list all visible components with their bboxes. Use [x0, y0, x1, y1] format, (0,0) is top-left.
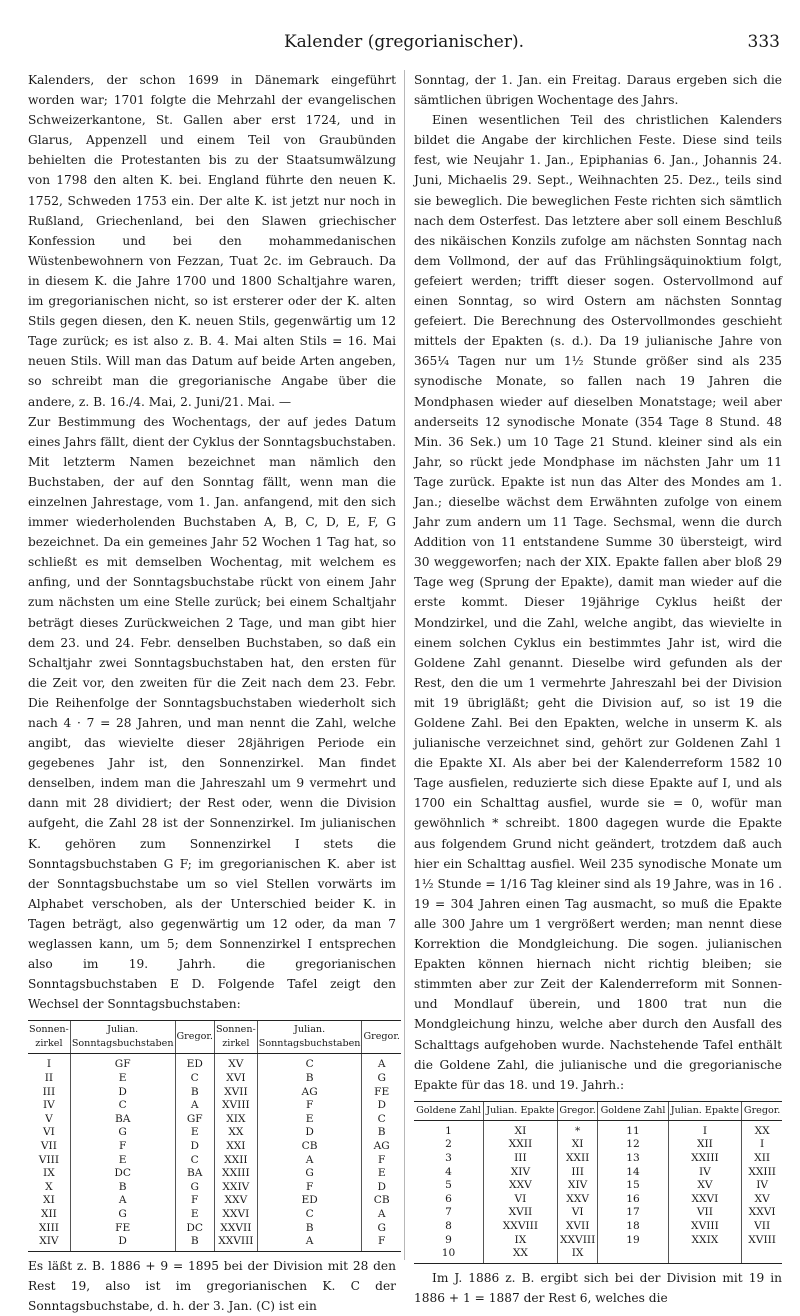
table-row — [414, 1247, 782, 1263]
table-cell: E — [175, 1208, 214, 1222]
table-cell: G — [175, 1181, 214, 1195]
table-cell: DC — [175, 1222, 214, 1236]
table-cell: B — [175, 1086, 214, 1100]
table-cell: XVII — [557, 1220, 598, 1234]
table-cell: XXIX — [668, 1234, 742, 1248]
table-cell: ED — [175, 1054, 214, 1072]
table-cell: BA — [70, 1113, 175, 1127]
table-cell: A — [362, 1054, 401, 1072]
table-cell: G — [362, 1222, 401, 1236]
table-cell: XXV — [484, 1179, 558, 1193]
table-cell: 11 — [598, 1120, 668, 1138]
table-cell: XXII — [557, 1152, 598, 1166]
table-cell: 4 — [445, 1165, 452, 1178]
table-cell: XVII — [484, 1206, 558, 1220]
table-cell: E — [70, 1154, 175, 1168]
table-cell: 17 — [598, 1206, 668, 1220]
table-cell: XXII — [484, 1138, 558, 1152]
table-cell: XXVIII — [557, 1234, 598, 1248]
table-cell: F — [362, 1154, 401, 1168]
table-row — [28, 1126, 401, 1140]
table-row — [28, 1154, 401, 1168]
table-cell: XVII — [214, 1086, 257, 1100]
table-cell: AG — [257, 1086, 362, 1100]
table-cell: 7 — [445, 1206, 452, 1219]
table-row — [28, 1086, 401, 1100]
table-row — [414, 1152, 782, 1166]
table-cell — [742, 1247, 782, 1263]
table-cell: III — [42, 1085, 56, 1098]
col-header: Gregor. — [557, 1101, 598, 1120]
table-cell: 3 — [445, 1151, 452, 1164]
table-cell: C — [175, 1072, 214, 1086]
table-cell — [598, 1247, 668, 1263]
col-header: Sonnen-zirkel — [28, 1021, 70, 1054]
table-row — [414, 1206, 782, 1220]
table-cell: C — [70, 1099, 175, 1113]
table-cell: GF — [175, 1113, 214, 1127]
table-cell: A — [362, 1208, 401, 1222]
table-cell: IX — [557, 1247, 598, 1263]
table-cell: XXIII — [668, 1152, 742, 1166]
table-cell: I — [46, 1058, 51, 1071]
page-number: 333 — [747, 32, 780, 52]
table-cell: 10 — [414, 1247, 484, 1263]
table-cell: 6 — [445, 1192, 452, 1205]
table-cell: C — [362, 1113, 401, 1127]
table-row — [414, 1120, 782, 1138]
col-header: Julian. Epakte — [484, 1101, 558, 1120]
table-row — [28, 1235, 401, 1251]
table-cell: XI — [557, 1138, 598, 1152]
table-cell: XVIII — [742, 1234, 782, 1248]
table-cell: F — [362, 1235, 401, 1251]
table-cell: XXVIII — [214, 1235, 257, 1251]
table-cell: XXVIII — [484, 1220, 558, 1234]
table-cell: XXV — [557, 1193, 598, 1207]
table-cell: XIV — [557, 1179, 598, 1193]
table-cell: E — [257, 1113, 362, 1127]
table-cell: B — [175, 1235, 214, 1251]
col-header: Goldene Zahl — [598, 1101, 668, 1120]
table-cell: G — [257, 1167, 362, 1181]
column-divider — [404, 70, 405, 1260]
table-cell: ED — [257, 1194, 362, 1208]
table-row — [28, 1140, 401, 1154]
col-header: Gregor. — [175, 1021, 214, 1054]
table-cell: D — [362, 1099, 401, 1113]
table-cell: FE — [362, 1086, 401, 1100]
table-cell: D — [362, 1181, 401, 1195]
left-paragraph-1: Kalenders, der schon 1699 in Dänemark eingeführt worden war; 1701 folgte die Mehrzahl der evangelischen Schweizerkantone, St. Gallen aber erst 1724, und in Glarus, Appenzell und einem Teil von Graubünden behielten die Protestanten bis zu der Staatsumwälzung von 1798 den alten K. bei. England führte den neuen K. 1752, Schweden 1753 ein. Der alte K. ist jetzt nur noch in Rußland, Griechenland, bei den Slawen griechischer Konfession und bei den mohammedanischen Wüstenbewohnern von Fezzan, Tuat 2c. im Gebrauch. Da in diesem K. die Jahre 1700 und 1800 Schaltjahre waren, im gregorianischen nicht, so ist ersterer oder der K. alten Stils gegen diesen, den K. neuen Stils, gegenwärtig um 12 Tage zurück; es ist also z. B. 4. Mai alten Stils = 16. Mai neuen Stils. Will man das Datum auf beide Arten angeben, so schreibt man die gregorianische Angabe über die andere, z. B. 16./4. Mai, 2. Juni/21. Mai. — — [28, 73, 396, 409]
table-cell: XXVI — [742, 1206, 782, 1220]
table-cell: VI — [484, 1193, 558, 1207]
left-paragraph-3: Es läßt z. B. 1886 + 9 = 1895 bei der Division mit 28 den Rest 19, also ist im gregorianischen K. C der Sonntagsbuchstabe, d. h. der 3. Jan. (C) ist ein — [28, 1258, 396, 1313]
table-cell: XXII — [214, 1154, 257, 1168]
table-cell: XI — [43, 1194, 55, 1207]
table-cell: XXI — [214, 1140, 257, 1154]
table-cell: X — [45, 1180, 53, 1193]
table-cell: F — [175, 1194, 214, 1208]
table-cell: 8 — [445, 1219, 452, 1232]
table-cell: 18 — [598, 1220, 668, 1234]
table-cell: XV — [214, 1054, 257, 1072]
table-cell: 5 — [445, 1179, 452, 1192]
table-cell: 13 — [598, 1152, 668, 1166]
col-header: Gregor. — [742, 1101, 782, 1120]
table-cell: XXV — [214, 1194, 257, 1208]
table-cell: D — [257, 1126, 362, 1140]
table-cell: VI — [557, 1206, 598, 1220]
table-cell: I — [742, 1138, 782, 1152]
table-header-row — [414, 1101, 782, 1120]
table-cell: IX — [484, 1234, 558, 1248]
table-cell: XIX — [214, 1113, 257, 1127]
table-cell: 16 — [598, 1193, 668, 1207]
table-row — [28, 1181, 401, 1195]
table-cell: VII — [742, 1220, 782, 1234]
table-cell: G — [362, 1072, 401, 1086]
table-cell: VII — [40, 1139, 57, 1152]
table-row — [28, 1072, 401, 1086]
sunday-letters-table — [28, 1020, 401, 1251]
table-cell: C — [257, 1208, 362, 1222]
table-cell: G — [70, 1126, 175, 1140]
table-cell: B — [257, 1072, 362, 1086]
table-cell: VI — [42, 1126, 55, 1139]
table-cell: XV — [742, 1193, 782, 1207]
table-row — [414, 1220, 782, 1234]
table-header-row — [28, 1021, 401, 1054]
table-cell: XXVI — [214, 1208, 257, 1222]
table-row — [28, 1113, 401, 1127]
table-cell: IV — [42, 1099, 55, 1112]
table-row — [28, 1099, 401, 1113]
table-cell: III — [557, 1166, 598, 1180]
table-cell: XIV — [28, 1235, 70, 1251]
table-cell: I — [668, 1120, 742, 1138]
table-row — [28, 1208, 401, 1222]
left-paragraph-2: Zur Bestimmung des Wochentags, der auf jedes Datum eines Jahrs fällt, dient der Cyklus der Sonntagsbuchstaben. Mit letzterm Namen bezeichnet man nämlich den Buchstaben, der auf den Sonntag fällt, wenn man die einzelnen Jahrestage, vom 1. Jan. anfangend, mit den sich immer wiederholenden Buchstaben A, B, C, D, E, F, G bezeichnet. Da ein gemeines Jahr 52 Wochen 1 Tag hat, so schließt es mit demselben Wochentag, mit welchem es anfing, und der Sonntagsbuchstabe rückt von einem Jahr zum nächsten um eine Stelle zurück; bei einem Schaltjahr beträgt dieses Zurückweichen 2 Tage, und man gibt hier dem 23. und 24. Febr. denselben Buchstaben, so daß ein Schaltjahr zwei Sonntagsbuchstaben hat, den ersten für die Zeit vor, den zweiten für die Zeit nach dem 23. Febr. Die Reihenfolge der Sonntagsbuchstaben wiederholt sich nach 4 · 7 = 28 Jahren, und man nennt die Zahl, welche angibt, das wievielte dieser 28jährigen Periode ein gegebenes Jahr ist, den Sonnenzirkel. Man findet denselben, indem man die Jahreszahl um 9 vermehrt und dann mit 28 dividiert; der Rest oder, wenn die Division aufgeht, die Zahl 28 ist der Sonnenzirkel. Im julianischen K. gehören zum Sonnenzirkel I stets die Sonntagsbuchstaben G F; im gregorianischen K. aber ist der Sonntagsbuchstabe um so viel Stellen vorwärts im Alphabet verschoben, als der Unterschied beider K. in Tagen beträgt, also gegenwärtig um 12 oder, da man 7 weglassen kann, um 5; dem Sonnenzirkel I entsprechen also im 19. Jahrh. die gregorianischen Sonntagsbuchstaben E D. Folgende Tafel zeigt den Wechsel der Sonntagsbuchstaben: — [28, 414, 396, 1012]
col-header: Julian. Epakte — [668, 1101, 742, 1120]
table-cell: XX — [214, 1126, 257, 1140]
table-cell: 19 — [598, 1234, 668, 1248]
table-cell: IX — [43, 1167, 55, 1180]
table-cell: * — [557, 1120, 598, 1138]
right-paragraph-3: Im J. 1886 z. B. ergibt sich bei der Division mit 19 in 1886 + 1 = 1887 der Rest 6, welches die — [414, 1270, 782, 1305]
table-row — [414, 1166, 782, 1180]
table-cell: XVI — [214, 1072, 257, 1086]
table-cell: 9 — [445, 1233, 452, 1246]
table-cell: 12 — [598, 1138, 668, 1152]
table-cell: XI — [484, 1120, 558, 1138]
table-cell: GF — [70, 1054, 175, 1072]
table-cell: XII — [40, 1207, 57, 1220]
left-column — [28, 70, 400, 1313]
table-cell: IV — [668, 1166, 742, 1180]
col-header: Gregor. — [362, 1021, 401, 1054]
table-cell: XV — [668, 1179, 742, 1193]
table-cell: D — [70, 1086, 175, 1100]
table-row — [414, 1179, 782, 1193]
table-cell: 1 — [445, 1124, 452, 1137]
table-cell: CB — [257, 1140, 362, 1154]
table-cell: B — [70, 1181, 175, 1195]
table-cell: G — [70, 1208, 175, 1222]
right-column — [414, 70, 782, 1305]
table-cell: VIII — [38, 1153, 60, 1166]
table-cell: C — [257, 1054, 362, 1072]
table-cell: XVIII — [214, 1099, 257, 1113]
table-row — [414, 1138, 782, 1152]
table-cell: XIV — [484, 1166, 558, 1180]
table-cell: A — [175, 1099, 214, 1113]
table-cell: D — [175, 1140, 214, 1154]
table-cell: AG — [362, 1140, 401, 1154]
table-cell: II — [44, 1072, 54, 1084]
table-cell: E — [175, 1126, 214, 1140]
page-header — [28, 32, 780, 56]
table-row — [28, 1167, 401, 1181]
table-cell: XXVI — [668, 1193, 742, 1207]
right-paragraph-1: Sonntag, der 1. Jan. ein Freitag. Daraus ergeben sich die sämtlichen übrigen Wochentage des Jahrs. — [414, 73, 782, 108]
table-cell: V — [45, 1112, 53, 1125]
col-header: Julian. Sonntagsbuchstaben — [257, 1021, 362, 1054]
table-cell: VII — [668, 1206, 742, 1220]
table-cell: III — [484, 1152, 558, 1166]
col-header: Sonnen-zirkel — [214, 1021, 257, 1054]
table-cell: 2 — [445, 1138, 452, 1151]
table-cell: XXIII — [214, 1167, 257, 1181]
table-cell: XII — [742, 1152, 782, 1166]
table-cell — [668, 1247, 742, 1263]
table-cell: E — [362, 1167, 401, 1181]
table-cell: XXIII — [742, 1166, 782, 1180]
table-cell: XXVII — [214, 1222, 257, 1236]
table-cell: F — [70, 1140, 175, 1154]
table-row — [28, 1194, 401, 1208]
table-cell: 15 — [598, 1179, 668, 1193]
table-cell: 14 — [598, 1166, 668, 1180]
table-cell: BA — [175, 1167, 214, 1181]
table-cell: DC — [70, 1167, 175, 1181]
col-header: Julian. Sonntagsbuchstaben — [70, 1021, 175, 1054]
table-cell: CB — [362, 1194, 401, 1208]
table-cell: C — [175, 1154, 214, 1168]
table-cell: XVIII — [668, 1220, 742, 1234]
table-cell: A — [257, 1235, 362, 1251]
table-cell: A — [257, 1154, 362, 1168]
table-cell: XX — [484, 1247, 558, 1263]
table-cell: A — [70, 1194, 175, 1208]
table-cell: B — [362, 1126, 401, 1140]
table-cell: IV — [742, 1179, 782, 1193]
right-paragraph-2: Einen wesentlichen Teil des christlichen Kalenders bildet die Angabe der kirchlichen Feste. Diese sind teils fest, wie Neujahr 1. Jan., Epiphanias 6. Jan., Johannis 24. Juni, Michaelis 29. Sept., Weihnachten 25. Dez., teils sind sie beweglich. Die beweglichen Feste richten sich sämtlich nach dem Osterfest. Das letztere aber soll einem Beschluß des nikäischen Konzils zufolge am nächsten Sonntag nach dem Vollmond, der auf das Frühlingsäquinoktium folgt, gefeiert werden; trifft dieser sogen. Ostervollmond auf einen Sonntag, so wird Ostern am nächsten Sonntag gefeiert. Die Berechnung des Ostervollmondes geschieht mittels der Epakten (s. d.). Da 19 julianische Jahre von 365¼ Tagen nur um 1½ Stunde größer sind als 235 synodische Monate, so fallen nach 19 Jahren die Mondphasen wieder auf dieselben Monatstage; weil aber anderseits 12 synodische Monate (354 Tage 8 Stund. 48 Min. 36 Sek.) um 10 Tage 21 Stund. kleiner sind als ein Jahr, so rückt jede Mondphase im nächsten Jahr um 11 Tage zurück. Epakte ist nun das Alter des Mondes am 1. Jan.; dieselbe wächst dem Erwähnten zufolge von einem Jahr zum andern um 11 Tage. Sechsmal, wenn die durch Addition von 11 entstandene Summe 30 übersteigt, wird 30 weggeworfen; nach der XIX. Epakte fallen aber bloß 29 Tage weg (Sprung der Epakte), damit man wieder auf die erste kommt. Dieser 19jährige Cyklus heißt der Mondzirkel, und die Zahl, welche angibt, das wievielte in einem solchen Cyklus ein bestimmtes Jahr ist, wird die Goldene Zahl genannt. Dieselbe wird gefunden als der Rest, den die um 1 vermehrte Jahreszahl bei der Division mit 19 übrigläßt; geht die Division auf, so ist 19 die Goldene Zahl. Bei den Epakten, welche in unserm K. als julianische verzeichnet sind, gehört zur Goldenen Zahl 1 die Epakte XI. Als aber bei der Kalenderreform 1582 10 Tage ausfielen, reduzierte sich diese Epakte auf I, und als 1700 ein Schalttag ausfiel, wurde sie = 0, wofür man gewöhnlich * schreibt. 1800 dagegen wurde die Epakte aus folgendem Grund nicht geändert, trotzdem daß auch hier ein Schalttag ausfiel. Weil 235 synodische Monate um 1½ Stunde = 1/16 Tag kleiner sind als 19 Jahre, was in 16 . 19 = 304 Jahren einen Tag ausmacht, so muß die Epakte alle 300 Jahre um 1 vergrößert werden; man nennt diese Korrektion die Mondgleichung. Die sogen. julianischen Epakten können hiernach nicht richtig bleiben; sie stimmten aber zur Zeit der Kalenderreform mit Sonnen- und Mondlauf überein, und 1800 trat nun die Mondgleichung hinzu, welche aber durch den Ausfall des Schalttags aufgehoben wurde. Nachstehende Tafel enthält die Goldene Zahl, die julianische und die gregorianische Epakte für das 18. und 19. Jahrh.: — [414, 113, 782, 1092]
table-cell: FE — [70, 1222, 175, 1236]
table-cell: E — [70, 1072, 175, 1086]
table-cell: XX — [742, 1120, 782, 1138]
table-cell: XXIV — [214, 1181, 257, 1195]
table-row — [28, 1222, 401, 1236]
table-cell: D — [70, 1235, 175, 1251]
table-cell: F — [257, 1181, 362, 1195]
table-row — [28, 1054, 401, 1072]
col-header: Goldene Zahl — [414, 1101, 484, 1120]
epact-table — [414, 1101, 782, 1264]
table-cell: B — [257, 1222, 362, 1236]
table-row — [414, 1193, 782, 1207]
table-cell: XIII — [38, 1221, 59, 1234]
table-cell: XII — [668, 1138, 742, 1152]
running-title: Kalender (gregorianischer). — [283, 32, 525, 52]
table-cell: F — [257, 1099, 362, 1113]
table-row — [414, 1234, 782, 1248]
